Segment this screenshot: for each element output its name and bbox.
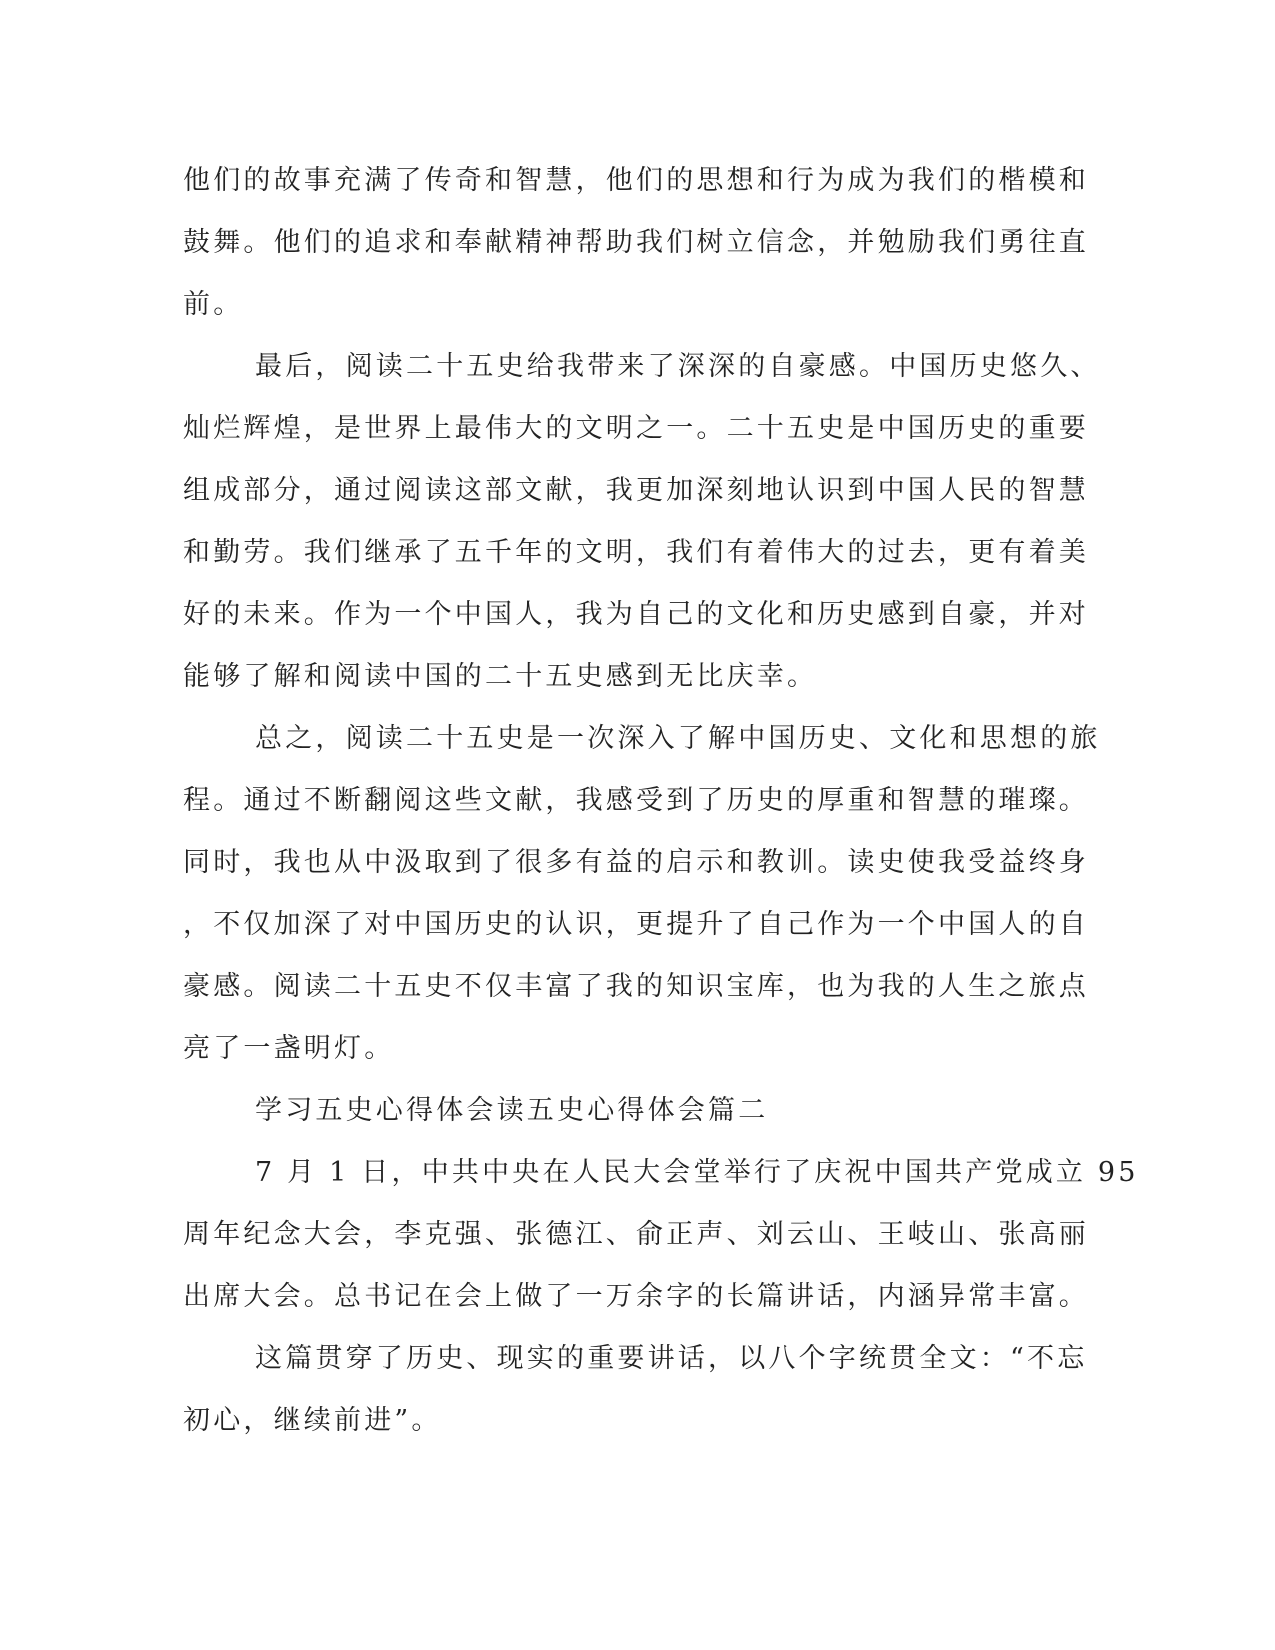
text-line: 初心，继续前进”。	[183, 1405, 442, 1436]
text-line: 豪感。阅读二十五史不仅丰富了我的知识宝库，也为我的人生之旅点	[183, 971, 1089, 1002]
text-line: 同时，我也从中汲取到了很多有益的启示和教训。读史使我受益终身	[183, 847, 1089, 878]
heading-line: 学习五史心得体会读五史心得体会篇二	[255, 1095, 769, 1126]
text-line: 周年纪念大会，李克强、张德江、俞正声、刘云山、王岐山、张高丽	[183, 1219, 1089, 1250]
text-line: 前。	[183, 289, 244, 320]
text-line: 好的未来。作为一个中国人，我为自己的文化和历史感到自豪，并对	[183, 599, 1089, 630]
text-line: 总之，阅读二十五史是一次深入了解中国历史、文化和思想的旅	[255, 723, 1101, 754]
text-line: 和勤劳。我们继承了五千年的文明，我们有着伟大的过去，更有着美	[183, 537, 1089, 568]
text-line: 鼓舞。他们的追求和奉献精神帮助我们树立信念，并勉励我们勇往直	[183, 227, 1089, 258]
paragraph-3	[183, 708, 1101, 1080]
text-line: 他们的故事充满了传奇和智慧，他们的思想和行为成为我们的楷模和	[183, 165, 1089, 196]
text-line: 灿烂辉煌，是世界上最伟大的文明之一。二十五史是中国历史的重要	[183, 413, 1089, 444]
section-heading	[183, 1080, 1033, 1142]
text-line: 7 月 1 日，中共中央在人民大会堂举行了庆祝中国共产党成立 95	[255, 1157, 1139, 1188]
text-line: 程。通过不断翻阅这些文献，我感受到了历史的厚重和智慧的璀璨。	[183, 785, 1089, 816]
paragraph-6	[183, 1328, 1088, 1452]
text-line: 能够了解和阅读中国的二十五史感到无比庆幸。	[183, 661, 818, 692]
text-line: ，不仅加深了对中国历史的认识，更提升了自己作为一个中国人的自	[183, 909, 1089, 940]
text-line: 最后，阅读二十五史给我带来了深深的自豪感。中国历史悠久、	[255, 351, 1101, 382]
text-line: 亮了一盏明灯。	[183, 1033, 395, 1064]
document-page	[183, 150, 1139, 1452]
text-line: 这篇贯穿了历史、现实的重要讲话，以八个字统贯全文：“不忘	[255, 1343, 1088, 1374]
paragraph-1	[183, 150, 1089, 336]
paragraph-2	[183, 336, 1101, 708]
paragraph-5	[183, 1142, 1139, 1328]
text-line: 出席大会。总书记在会上做了一万余字的长篇讲话，内涵异常丰富。	[183, 1281, 1089, 1312]
text-line: 组成部分，通过阅读这部文献，我更加深刻地认识到中国人民的智慧	[183, 475, 1089, 506]
